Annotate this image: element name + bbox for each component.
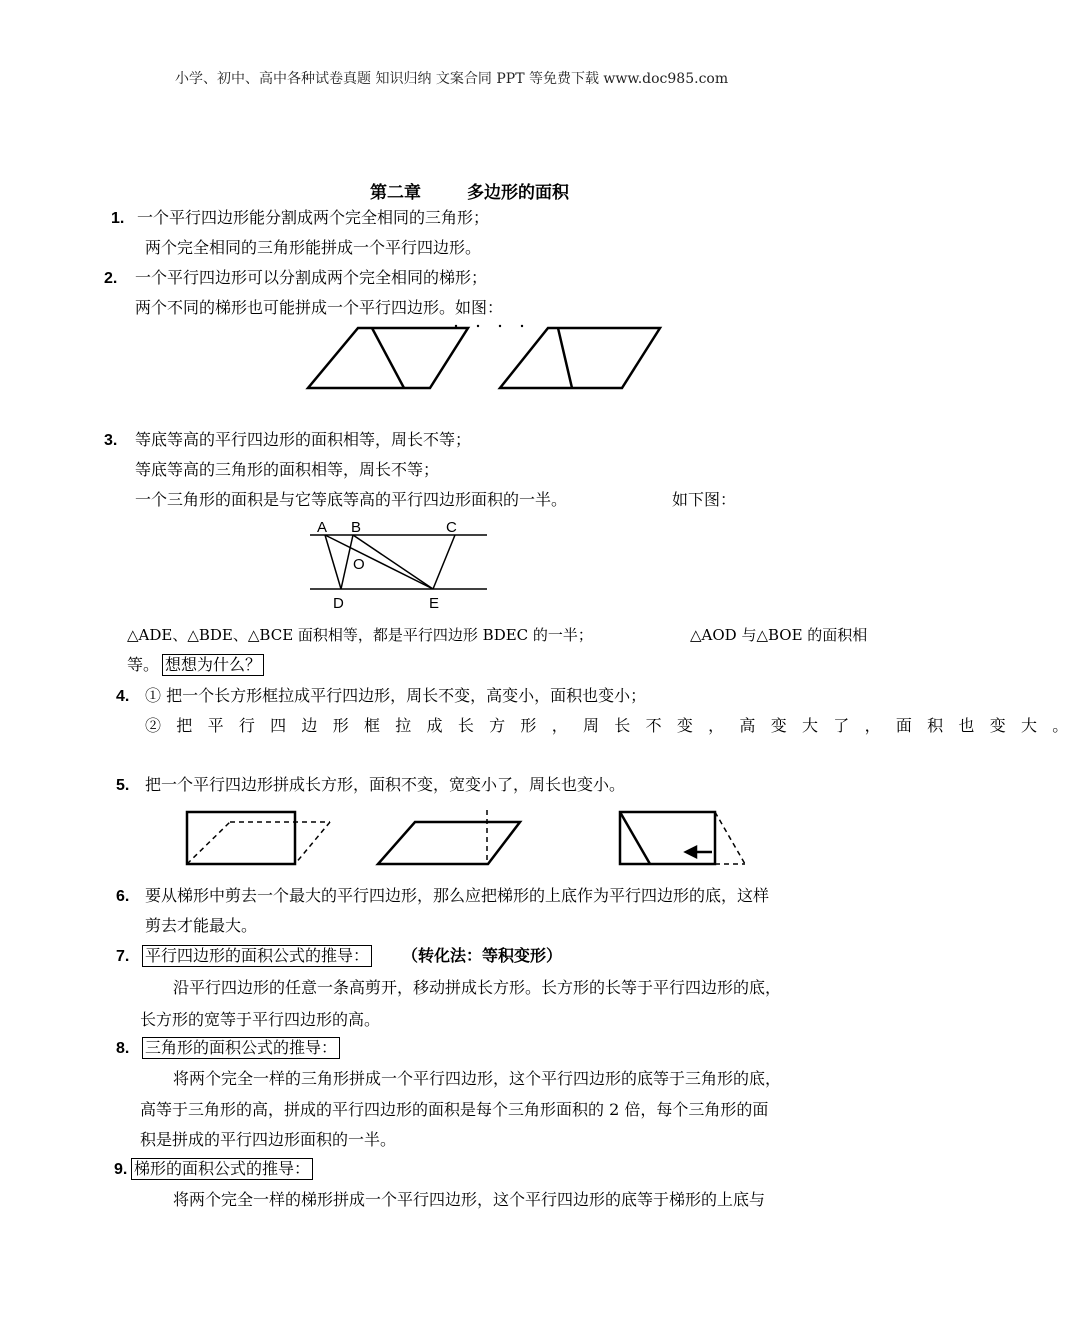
item-3-line-1: 等底等高的平行四边形的面积相等，周长不等； bbox=[135, 430, 472, 449]
label-e: E bbox=[429, 595, 440, 612]
label-o: O bbox=[353, 556, 365, 573]
item-7-number: 7. bbox=[116, 948, 130, 965]
split-line-right bbox=[558, 328, 572, 388]
label-c: C bbox=[446, 519, 457, 536]
item-8-line-2: 高等于三角形的高，拼成的平行四边形的面积是每个三角形面积的 2 倍，每个三角形的面 bbox=[140, 1100, 769, 1119]
item-4-line-2: ② 把 平 行 四 边 形 框 拉 成 长 方 形 ， 周 长 不 变 ， 高 变 大 了 ， 面 积 也 变 大 。 bbox=[145, 716, 1073, 735]
item-8-heading-box: 三角形的面积公式的推导： bbox=[142, 1037, 340, 1059]
rectangle-1 bbox=[187, 812, 295, 864]
item-5-number: 5. bbox=[116, 777, 130, 794]
item-6-line-2: 剪去才能最大。 bbox=[145, 916, 258, 935]
item-9-heading-box: 梯形的面积公式的推导： bbox=[131, 1158, 313, 1180]
item-1-number: 1. bbox=[111, 210, 125, 227]
item-2-line-1: 一个平行四边形可以分割成两个完全相同的梯形； bbox=[135, 268, 488, 287]
item-3-line-2: 等底等高的三角形的面积相等，周长不等； bbox=[135, 460, 440, 479]
item-7-line-1: 沿平行四边形的任意一条高剪开，移动拼成长方形。长方形的长等于平行四边形的底， bbox=[173, 978, 782, 997]
label-b: B bbox=[351, 519, 362, 536]
item-1-line-1: 一个平行四边形能分割成两个完全相同的三角形； bbox=[137, 208, 490, 227]
item-2-number: 2. bbox=[104, 270, 118, 287]
item-3-note-2: 等。 bbox=[127, 655, 160, 674]
item-7-heading-box: 平行四边形的面积公式的推导： bbox=[142, 945, 372, 967]
parallelogram-2 bbox=[378, 822, 520, 864]
item-4-line-1: ① 把一个长方形框拉成平行四边形，周长不变，高变小，面积也变小； bbox=[145, 686, 647, 705]
item-3-line-3: 一个三角形的面积是与它等底等高的平行四边形面积的一半。 bbox=[135, 490, 568, 509]
item-3-see-figure: 如下图： bbox=[672, 490, 737, 509]
parallelogram-trapezoid-figure bbox=[300, 318, 670, 398]
item-8-number: 8. bbox=[116, 1040, 130, 1057]
item-6-number: 6. bbox=[116, 888, 130, 905]
item-9-number: 9. bbox=[114, 1161, 128, 1178]
parallelogram-right bbox=[500, 328, 660, 388]
item-1-line-2: 两个完全相同的三角形能拼成一个平行四边形。 bbox=[145, 238, 482, 257]
item-6-line-1: 要从梯形中剪去一个最大的平行四边形，那么应把梯形的上底作为平行四边形的底，这样 bbox=[145, 886, 770, 905]
page-header: 小学、初中、高中各种试卷真题 知识归纳 文案合同 PPT 等免费下载 www.doc985.com bbox=[175, 71, 729, 87]
think-why-box: 想想为什么？ bbox=[162, 654, 264, 676]
item-7-line-2: 长方形的宽等于平行四边形的高。 bbox=[140, 1010, 381, 1029]
chapter-label: 第二章 bbox=[370, 183, 421, 203]
label-d: D bbox=[333, 595, 344, 612]
item-4-number: 4. bbox=[116, 688, 130, 705]
item-3-number: 3. bbox=[104, 432, 118, 449]
item-8-line-1: 将两个完全一样的三角形拼成一个平行四边形，这个平行四边形的底等于三角形的底， bbox=[173, 1069, 782, 1088]
item-8-line-3: 积是拼成的平行四边形面积的一半。 bbox=[140, 1130, 397, 1149]
item-2-line-2: 两个不同的梯形也可能拼成一个平行四边形。如图： bbox=[135, 298, 504, 317]
item-3-note-1b: △AOD 与△BOE 的面积相 bbox=[690, 626, 868, 644]
triangle-area-figure bbox=[305, 515, 495, 615]
split-line-left bbox=[372, 328, 404, 388]
item-9-line-1: 将两个完全一样的梯形拼成一个平行四边形，这个平行四边形的底等于梯形的上底与 bbox=[173, 1190, 766, 1209]
item-5-line-1: 把一个平行四边形拼成长方形，面积不变，宽变小了，周长也变小。 bbox=[145, 775, 626, 794]
chapter-title: 多边形的面积 bbox=[467, 183, 569, 203]
item-3-note-1: △ADE、△BDE、△BCE 面积相等，都是平行四边形 BDEC 的一半； bbox=[127, 626, 593, 644]
label-a: A bbox=[317, 519, 328, 536]
parallelogram-to-rectangle-figure bbox=[180, 802, 760, 877]
item-7-method: （转化法：等积变形） bbox=[402, 946, 563, 965]
